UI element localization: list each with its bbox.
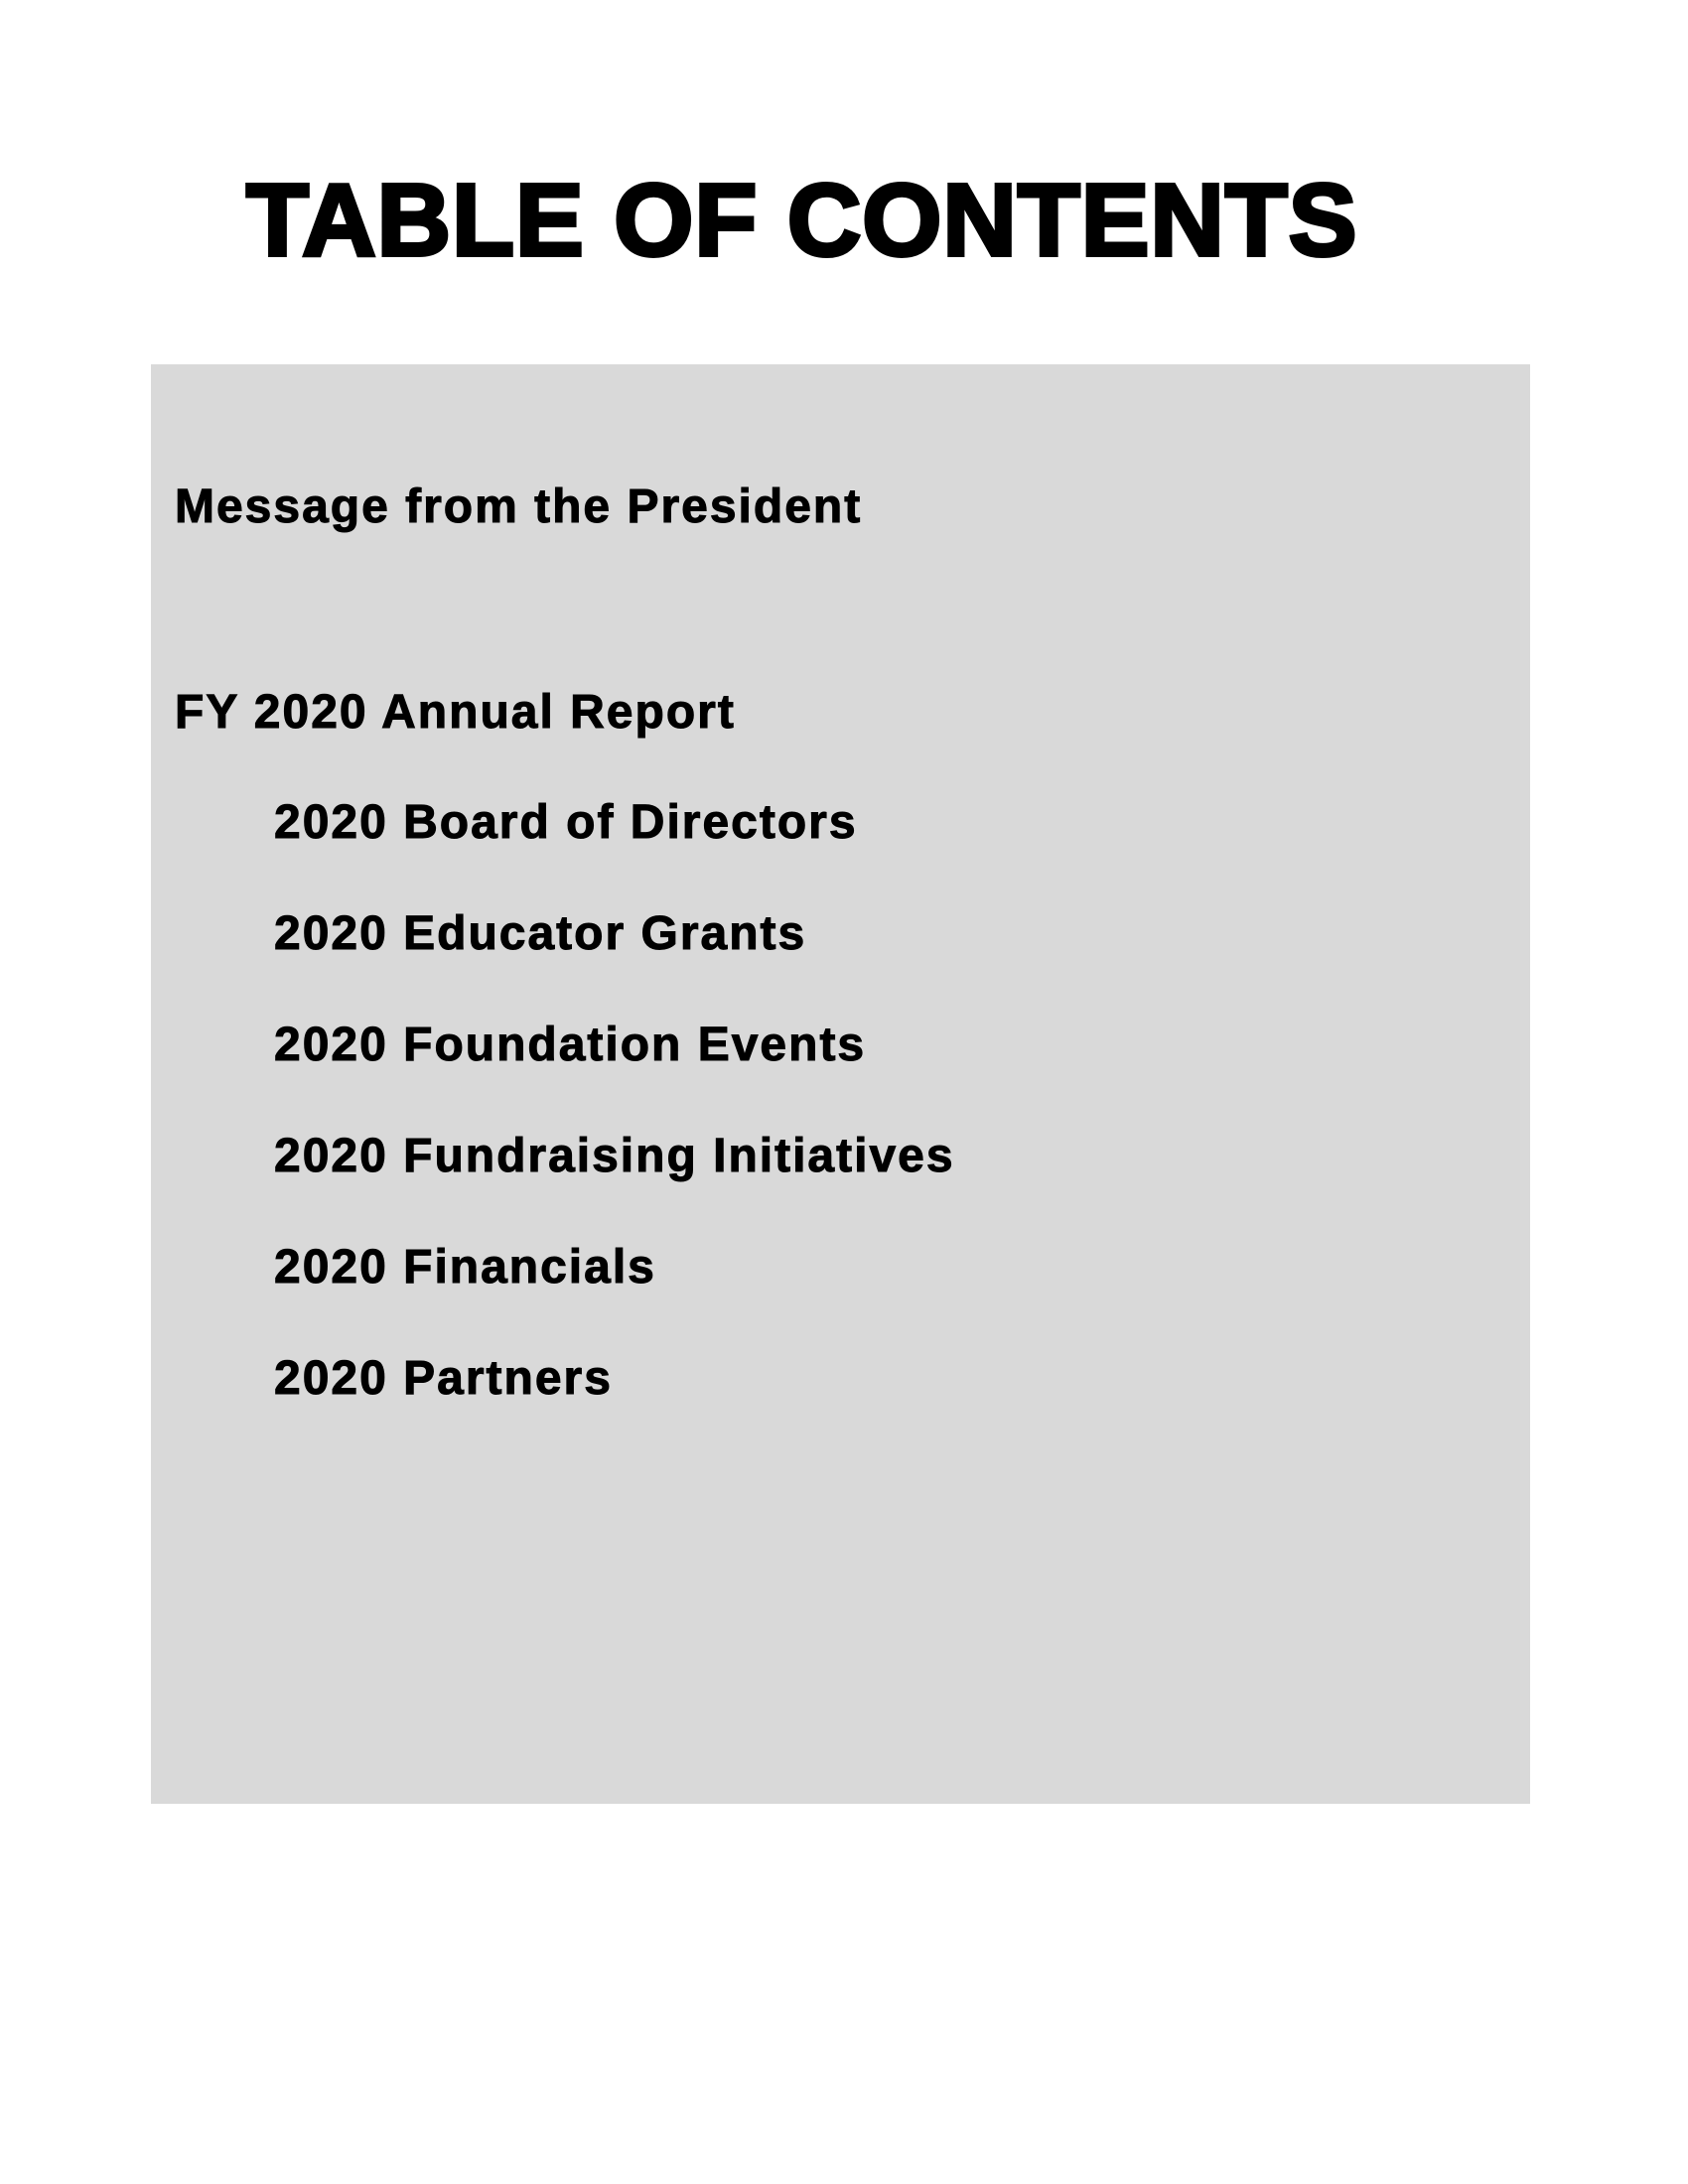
toc-entry-financials[interactable]: 2020 Financials [274,1241,656,1294]
toc-entry-fy-2020-annual-report[interactable]: FY 2020 Annual Report [175,686,736,739]
toc-entry-message-from-the-president[interactable]: Message from the President [175,480,863,533]
toc-entry-foundation-events[interactable]: 2020 Foundation Events [274,1019,867,1071]
toc-panel [151,364,1530,1804]
toc-entry-educator-grants[interactable]: 2020 Educator Grants [274,907,807,960]
page-title: TABLE OF CONTENTS [246,163,1358,277]
toc-entry-board-of-directors[interactable]: 2020 Board of Directors [274,796,858,849]
toc-entry-fundraising-initiatives[interactable]: 2020 Fundraising Initiatives [274,1130,955,1182]
toc-entry-partners[interactable]: 2020 Partners [274,1352,613,1405]
